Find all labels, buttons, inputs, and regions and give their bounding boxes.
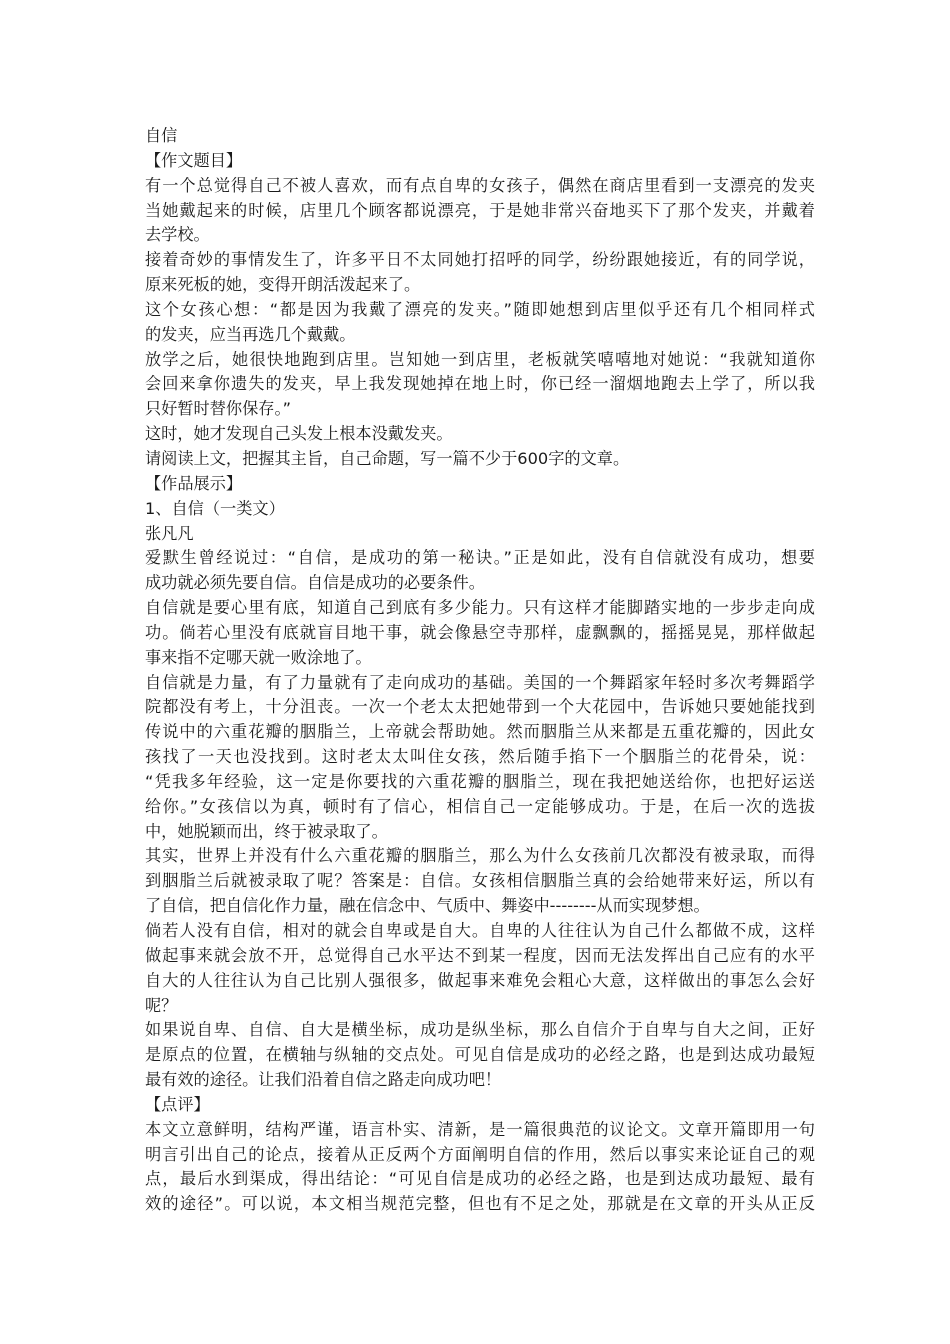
text-line: 其实，世界上并没有什么六重花瓣的胭脂兰，那么为什么女孩前几次都没有被录取，而得 bbox=[145, 846, 815, 866]
text-line: 倘若人没有自信，相对的就会自卑或是自大。自卑的人往往认为自己什么都做不成，这样 bbox=[145, 921, 815, 940]
text-line: 自大的人往往认为自己比别人强很多，做起事来难免会粗心大意，这样做出的事怎么会好 bbox=[145, 970, 815, 990]
text-line: 事来指不定哪天就一败涂地了。 bbox=[145, 647, 372, 667]
text-line: 点，最后水到渠成，得出结论：“可见自信是成功的必经之路，也是到达成功最短、最有 bbox=[145, 1169, 815, 1189]
text-line: 当她戴起来的时候，店里几个顾客都说漂亮，于是她非常兴奋地买下了那个发夹，并戴着 bbox=[145, 200, 815, 220]
text-line: 1、自信（一类文） bbox=[145, 498, 285, 518]
text-line: 自信就是力量，有了力量就有了走向成功的基础。美国的一个舞蹈家年轻时多次考舞蹈学 bbox=[145, 672, 815, 692]
text-line: 本文立意鲜明，结构严谨，语言朴实、清新，是一篇很典范的议论文。文章开篇即用一句 bbox=[145, 1119, 815, 1139]
text-line: 会回来拿你遗失的发夹，早上我发现她掉在地上时，你已经一溜烟地跑去上学了，所以我 bbox=[145, 374, 815, 394]
text-line: 只好暂时替你保存。” bbox=[145, 399, 291, 419]
text-line: 自信就是要心里有底，知道自己到底有多少能力。只有这样才能脚踏实地的一步步走向成 bbox=[145, 598, 815, 618]
text-line: “凭我多年经验，这一定是你要找的六重花瓣的胭脂兰，现在我把她送给你，也把好运送 bbox=[145, 771, 815, 791]
text-line: 张凡凡 bbox=[145, 523, 194, 543]
text-line: 功。倘若心里没有底就盲目地干事，就会像悬空寺那样，虚飘飘的，摇摇晃晃，那样做起 bbox=[145, 622, 815, 642]
text-line: 了自信，把自信化作力量，融在信念中、气质中、舞姿中--------从而实现梦想。 bbox=[145, 896, 710, 916]
text-line: 孩找了一天也没找到。这时老太太叫住女孩，然后随手掐下一个胭脂兰的花骨朵，说： bbox=[145, 747, 815, 767]
text-line: 呢？ bbox=[145, 995, 178, 1015]
text-line: 原来死板的她，变得开朗活泼起来了。 bbox=[145, 275, 421, 295]
text-line: 中，她脱颖而出，终于被录取了。 bbox=[145, 821, 388, 841]
text-line: 有一个总觉得自己不被人喜欢，而有点自卑的女孩子，偶然在商店里看到一支漂亮的发夹 bbox=[145, 175, 815, 195]
text-line: 去学校。 bbox=[145, 225, 210, 245]
text-line: 做起事来就会放不开，总觉得自己水平达不到某一程度，因而无法发挥出自己应有的水平 bbox=[145, 945, 815, 965]
text-line: 传说中的六重花瓣的胭脂兰，上帝就会帮助她。然而胭脂兰从来都是五重花瓣的，因此女 bbox=[145, 722, 815, 742]
text-line: 接着奇妙的事情发生了，许多平日不太同她打招呼的同学，纷纷跟她接近，有的同学说， bbox=[145, 250, 815, 270]
text-line: 到胭脂兰后就被录取了呢？答案是：自信。女孩相信胭脂兰真的会给她带来好运，所以有 bbox=[145, 871, 815, 891]
text-line: 给你。”女孩信以为真，顿时有了信心，相信自己一定能够成功。于是，在后一次的选拔 bbox=[145, 796, 815, 816]
text-line: 这时，她才发现自己头发上根本没戴发夹。 bbox=[145, 424, 453, 444]
text-line: 爱默生曾经说过：“自信，是成功的第一秘诀。”正是如此，没有自信就没有成功，想要 bbox=[145, 548, 815, 568]
text-line: 明言引出自己的论点，接着从正反两个方面阐明自信的作用，然后以事实来论证自己的观 bbox=[145, 1144, 815, 1164]
text-line: 【作品展示】 bbox=[145, 473, 243, 493]
text-line: 是原点的位置，在横轴与纵轴的交点处。可见自信是成功的必经之路，也是到达成功最短 bbox=[145, 1045, 815, 1065]
document-page bbox=[145, 124, 815, 1217]
text-line: 效的途径”。可以说，本文相当规范完整，但也有不足之处，那就是在文章的开头从正反 bbox=[145, 1194, 815, 1214]
text-line: 【点评】 bbox=[145, 1094, 210, 1114]
text-line: 最有效的途径。让我们沿着自信之路走向成功吧！ bbox=[145, 1070, 502, 1090]
text-line: 【作文题目】 bbox=[145, 150, 243, 170]
text-line: 放学之后，她很快地跑到店里。岂知她一到店里，老板就笑嘻嘻地对她说：“我就知道你 bbox=[145, 349, 815, 369]
text-line: 如果说自卑、自信、自大是横坐标，成功是纵坐标，那么自信介于自卑与自大之间，正好 bbox=[145, 1020, 815, 1040]
text-line: 自信 bbox=[145, 126, 178, 145]
text-line: 成功就必须先要自信。自信是成功的必要条件。 bbox=[145, 573, 485, 593]
text-line: 这个女孩心想：“都是因为我戴了漂亮的发夹。”随即她想到店里似乎还有几个相同样式 bbox=[145, 299, 815, 319]
text-line: 请阅读上文，把握其主旨，自己命题，写一篇不少于600字的文章。 bbox=[145, 448, 630, 468]
text-line: 的发夹，应当再选几个戴戴。 bbox=[145, 324, 356, 344]
text-line: 院都没有考上，十分沮丧。一次一个老太太把她带到一个大花园中，告诉她只要她能找到 bbox=[145, 697, 815, 717]
